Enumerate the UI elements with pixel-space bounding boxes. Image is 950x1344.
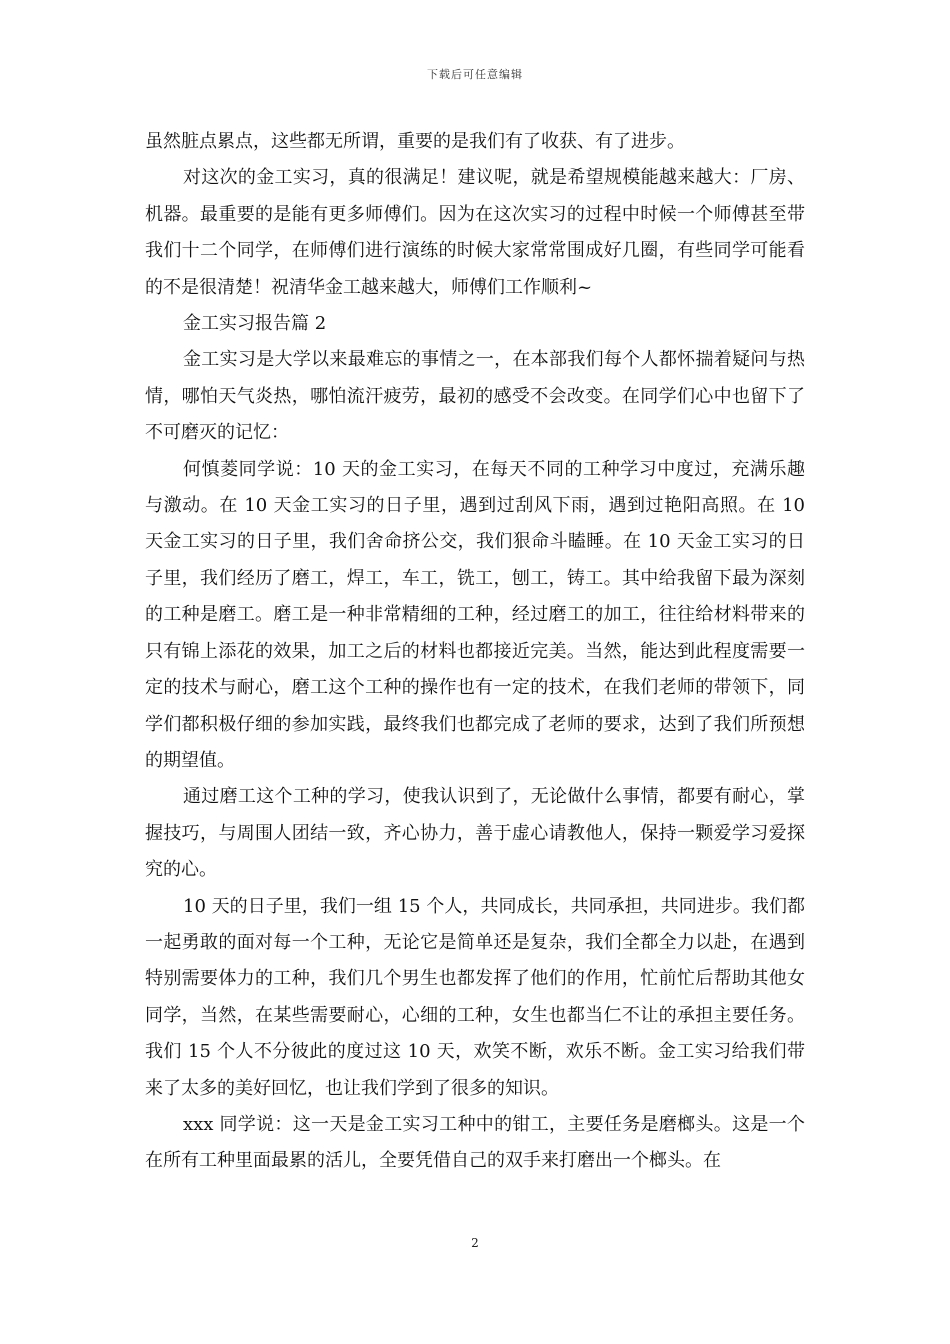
- section-heading: 金工实习报告篇 2: [183, 313, 327, 335]
- paragraph: 通过磨工这个工种的学习，使我认识到了，无论做什么事情，都要有耐心，掌握技巧，与周围人团结一致，齐心协力，善于虚心请教他人，保持一颗爱学习爱探究的心。: [145, 786, 805, 881]
- paragraph: xxx 同学说：这一天是金工实习工种中的钳工，主要任务是磨榔头。这是一个在所有工种里面最累的活儿，全要凭借自己的双手来打磨出一个榔头。在: [145, 1113, 805, 1172]
- paragraph: 何慎菱同学说：10 天的金工实习，在每天不同的工种学习中度过，充满乐趣与激动。在 10 天金工实习的日子里，遇到过刮风下雨，遇到过艳阳高照。在 10 天金工实习的日子里，我们舍命挤公交，我们狠命斗瞌睡。在 10 天金工实习的日子里，我们经历了磨工，焊工，车工，铣工，刨工，铸工。其中给我留下最为深刻的工种是磨工。磨工是一种非常精细的工种，经过磨工的加工，往往给材料带来的只有锦上添花的效果，加工之后的材料也都接近完美。当然，能达到此程度需要一定的技术与耐心，磨工这个工种的操作也有一定的技术，在我们老师的带领下，同学们都积极仔细的参加实践，最终我们也都完成了老师的要求，达到了我们所预想的期望值。: [145, 458, 805, 771]
- page-number: 2: [471, 1236, 479, 1250]
- paragraph: 金工实习是大学以来最难忘的事情之一，在本部我们每个人都怀揣着疑问与热情，哪怕天气炎热，哪怕流汗疲劳，最初的感受不会改变。在同学们心中也留下了不可磨灭的记忆：: [145, 349, 805, 444]
- paragraph: 对这次的金工实习，真的很满足！建议呢，就是希望规模能越来越大：厂房、机器。最重要的是能有更多师傅们。因为在这次实习的过程中时候一个师傅甚至带我们十二个同学，在师傅们进行演练的时候大家常常围成好几圈，有些同学可能看的不是很清楚！祝清华金工越来越大，师傅们工作顺利~: [145, 167, 805, 298]
- document-body: [145, 124, 805, 1180]
- paragraph: 10 天的日子里，我们一组 15 个人，共同成长，共同承担，共同进步。我们都一起勇敢的面对每一个工种，无论它是简单还是复杂，我们全都全力以赴，在遇到特别需要体力的工种，我们几个男生也都发挥了他们的作用，忙前忙后帮助其他女同学，当然，在某些需要耐心，心细的工种，女生也都当仁不让的承担主要任务。我们 15 个人不分彼此的度过这 10 天，欢笑不断，欢乐不断。金工实习给我们带来了太多的美好回忆，也让我们学到了很多的知识。: [145, 895, 805, 1099]
- paragraph: 虽然脏点累点，这些都无所谓，重要的是我们有了收获、有了进步。: [145, 131, 685, 152]
- page-header: 下载后可任意编辑: [427, 68, 523, 81]
